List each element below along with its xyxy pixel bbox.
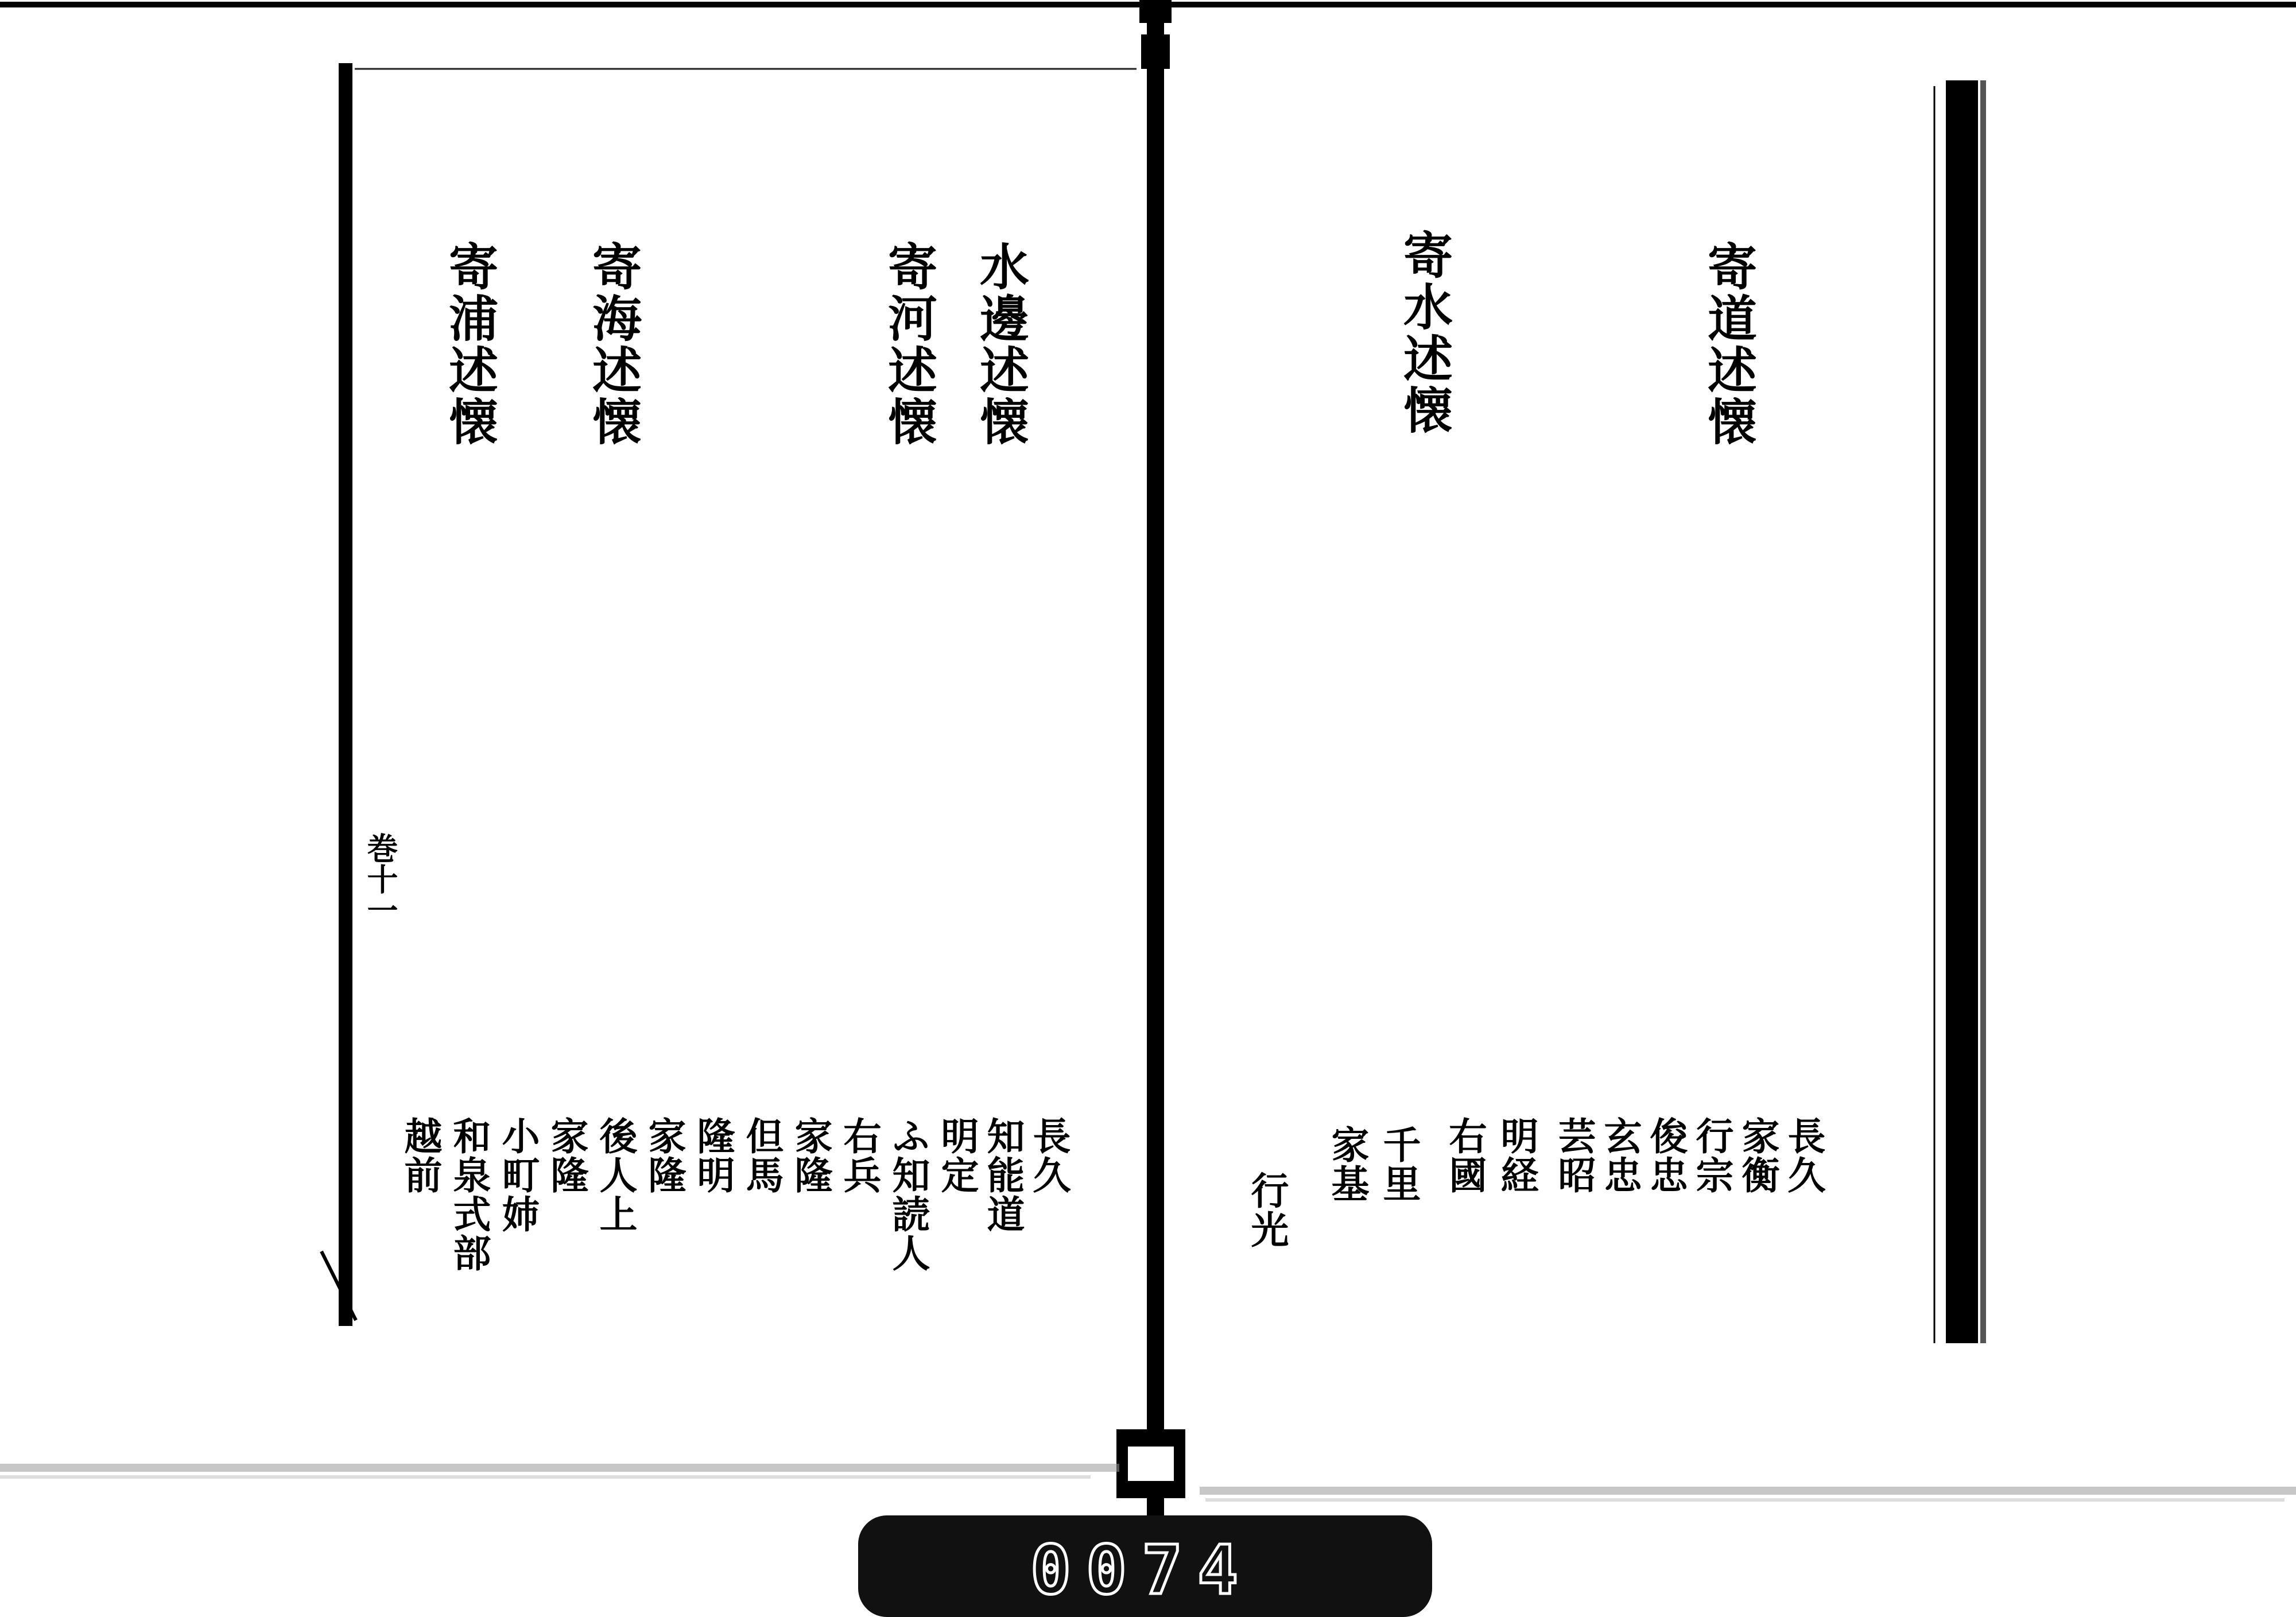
page-number: 巻十一 [362, 832, 399, 925]
poem-title: 寄水述懐 [1395, 230, 1453, 436]
poem-title: 水邊述懐 [971, 241, 1029, 448]
poet-name: 家隆 [544, 1116, 589, 1195]
poet-name: 右國 [1442, 1116, 1487, 1195]
poet-name: 家衡 [1735, 1116, 1780, 1195]
poet-name: 芸昭 [1552, 1116, 1596, 1195]
poem-title: 寄浦述懐 [440, 241, 498, 448]
poet-name: 明定 [934, 1116, 979, 1195]
poet-name: 長久 [1026, 1116, 1071, 1195]
poet-name: 知能道 [980, 1116, 1025, 1234]
poet-name: 俊忠 [1643, 1116, 1688, 1195]
poet-name: 玄忠 [1597, 1116, 1642, 1195]
poet-name: 家隆 [642, 1116, 687, 1195]
poet-name: 長久 [1781, 1116, 1826, 1195]
poet-name: 小町姉 [495, 1116, 540, 1234]
poet-name: 行光 [1244, 1171, 1289, 1249]
poet-name: 行宗 [1689, 1116, 1734, 1195]
poet-name: ふ知読人 [886, 1116, 930, 1273]
poem-title: 寄道述懐 [1699, 241, 1757, 448]
film-frame-counter: 0074 [1030, 1530, 1254, 1610]
poem-title: 寄河述懐 [879, 241, 937, 448]
poet-name: 家隆 [788, 1116, 833, 1195]
poet-name: 後人上 [593, 1116, 638, 1234]
poet-name: 越前 [398, 1116, 443, 1195]
poem-title: 寄海述懐 [584, 241, 642, 448]
poet-name: 千里 [1376, 1125, 1421, 1203]
poet-name: 隆明 [691, 1116, 735, 1195]
poet-name: 和泉式部 [447, 1116, 491, 1273]
poet-name: 家基 [1325, 1125, 1370, 1203]
poet-name: 明経 [1494, 1116, 1539, 1195]
poet-name: 但馬 [739, 1116, 784, 1195]
poet-name: 右兵 [837, 1116, 882, 1195]
